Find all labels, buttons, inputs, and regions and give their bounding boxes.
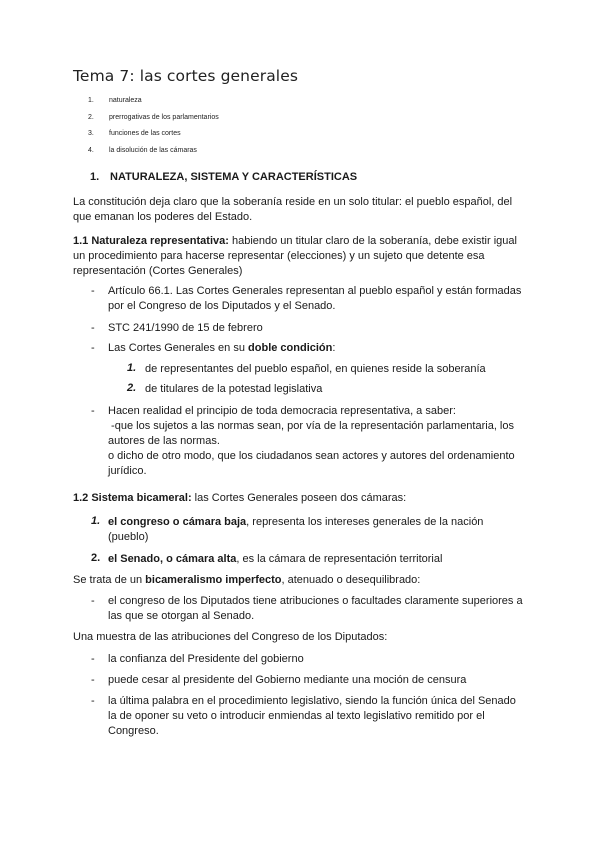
text-line: la última palabra en el procedimiento legislativo, siendo la función única del Senado	[108, 695, 516, 707]
text-line: jurídico.	[108, 465, 147, 477]
text-line: un procedimiento para hacerse representar (elecciones) y un sujeto que detente esa	[73, 250, 485, 262]
bullet-dash: -	[91, 342, 95, 354]
text-line: o dicho de otro modo, que los ciudadanos sean actores y autores del ordenamiento	[108, 450, 515, 462]
bullet-dash: -	[91, 405, 95, 417]
text-line: Artículo 66.1. Las Cortes Generales representan al pueblo español y están formadas	[108, 285, 522, 297]
sub-item-text: de titulares de la potestad legislativa	[145, 383, 323, 395]
bold-text: el Senado, o cámara alta	[108, 553, 237, 565]
bullet-text	[108, 284, 528, 314]
bullet-text	[108, 341, 528, 356]
sub-item-text: de representantes del pueblo español, en quienes reside la soberanía	[145, 363, 486, 375]
text-line: Congreso.	[108, 725, 159, 737]
bullet-dash: -	[91, 595, 95, 607]
toc-number: 2.	[88, 113, 94, 121]
bullet-dash: -	[91, 674, 95, 686]
page-title: Tema 7: las cortes generales	[73, 67, 299, 85]
bold-text: el congreso o cámara baja	[108, 516, 247, 528]
table-of-contents	[88, 97, 219, 163]
toc-item	[88, 130, 219, 147]
bullet-text	[108, 404, 528, 479]
subsection-1-2-paragraph	[73, 491, 533, 506]
sub-number: 2.	[127, 382, 137, 394]
text-line: por el Congreso de los Diputados y el Senado.	[108, 300, 336, 312]
bullet-dash: -	[91, 322, 95, 334]
section-number: 1.	[90, 171, 100, 183]
bold-text: bicameralismo imperfecto	[145, 574, 282, 586]
toc-label: la disolución de las cámaras	[109, 146, 197, 154]
text-span: habiendo un titular claro de la soberanía, debe existir igual	[228, 235, 517, 247]
text-line: La constitución deja claro que la soberanía reside en un solo titular: el pueblo español, del	[73, 196, 513, 208]
text-span: , representa los intereses generales de la nación	[246, 516, 484, 528]
intro-paragraph	[73, 195, 533, 225]
toc-number: 3.	[88, 130, 94, 137]
list-item-text	[108, 552, 528, 567]
subsection-1-1-paragraph	[73, 234, 533, 279]
list-item-text	[108, 515, 528, 545]
list-number: 2.	[91, 552, 101, 564]
text-span: :	[332, 342, 336, 354]
text-span: Se trata de un	[73, 574, 146, 586]
text-span: las Cortes Generales poseen dos cámaras:	[191, 492, 407, 504]
text-span: , atenuado o desequilibrado:	[281, 574, 421, 586]
bullet-dash: -	[91, 653, 95, 665]
bullet-dash: -	[91, 285, 95, 297]
text-line: las que se otorgan al Senado.	[108, 610, 255, 622]
section-heading	[90, 171, 357, 183]
bullet-text: puede cesar al presidente del Gobierno mediante una moción de censura	[108, 674, 467, 686]
toc-item	[88, 114, 219, 131]
text-line: representación (Cortes Generales)	[73, 265, 243, 277]
text-line: -que los sujetos a las normas sean, por vía de la representación parlamentaria, los	[108, 420, 514, 432]
paragraph	[73, 573, 533, 588]
subsection-heading: 1.1 Naturaleza representativa:	[73, 235, 229, 247]
subsection-heading: 1.2 Sistema bicameral:	[73, 492, 192, 504]
toc-label: naturaleza	[109, 97, 142, 104]
bullet-text	[108, 594, 528, 624]
text-span: Las Cortes Generales en su	[108, 342, 249, 354]
toc-number: 4.	[88, 146, 94, 154]
text-line: autores de las normas.	[108, 435, 220, 447]
bullet-text	[108, 694, 528, 739]
toc-number: 1.	[88, 97, 94, 104]
bullet-text: STC 241/1990 de 15 de febrero	[108, 322, 263, 334]
toc-label: funciones de las cortes	[109, 130, 181, 137]
paragraph: Una muestra de las atribuciones del Congreso de los Diputados:	[73, 631, 388, 643]
text-line: que emanan los poderes del Estado.	[73, 211, 253, 223]
list-number: 1.	[91, 515, 101, 527]
bold-text: doble condición	[248, 342, 333, 354]
text-line	[73, 234, 533, 249]
bullet-dash: -	[91, 695, 95, 707]
text-line: Hacen realidad el principio de toda democracia representativa, a saber:	[108, 405, 456, 417]
text-line: (pueblo)	[108, 531, 149, 543]
bullet-text: la confianza del Presidente del gobierno	[108, 653, 304, 665]
text-line	[108, 515, 528, 530]
toc-item	[88, 97, 219, 114]
toc-label: prerrogativas de los parlamentarios	[109, 113, 219, 121]
text-line: el congreso de los Diputados tiene atribuciones o facultades claramente superiores a	[108, 595, 523, 607]
text-line: la de oponer su veto o introducir enmiendas al texto legislativo remitido por el	[108, 710, 485, 722]
text-span: , es la cámara de representación territorial	[236, 553, 443, 565]
sub-number: 1.	[127, 362, 137, 374]
toc-item	[88, 147, 219, 164]
section-title: NATURALEZA, SISTEMA Y CARACTERÍSTICAS	[110, 171, 358, 183]
